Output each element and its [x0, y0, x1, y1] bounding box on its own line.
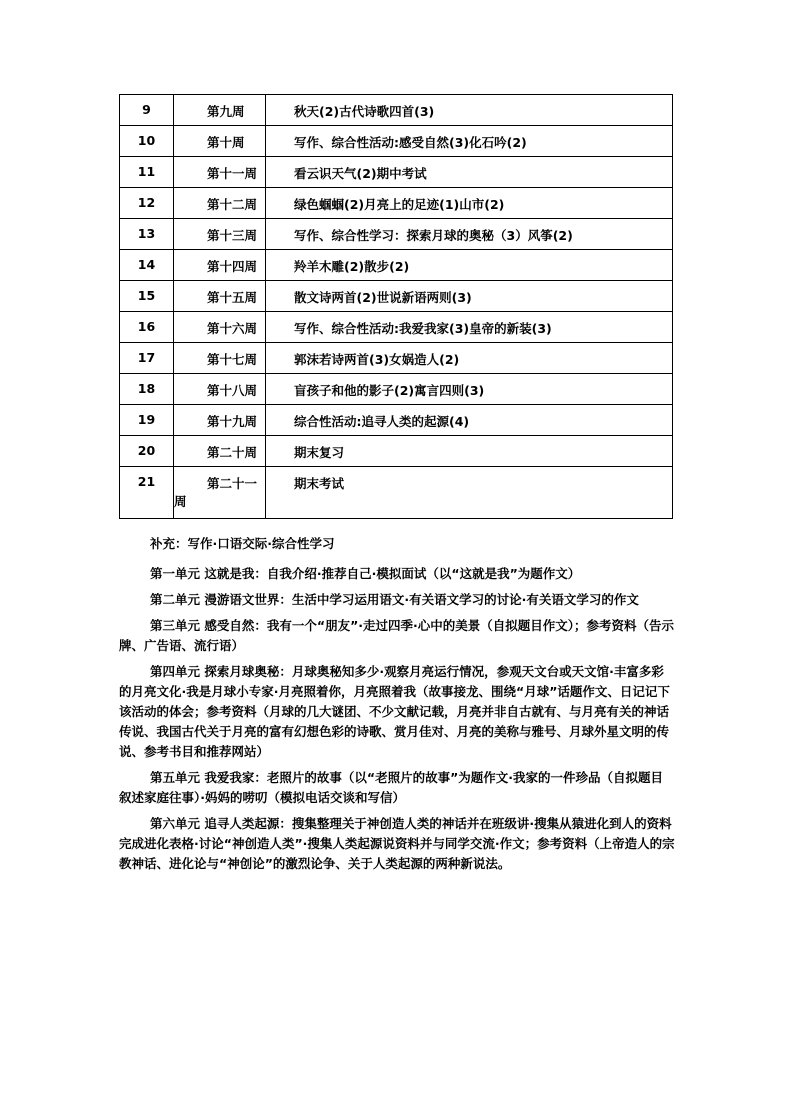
unit-paragraph: 第三单元 感受自然：我有一个“朋友”·走过四季·心中的美景（自拟题目作文）；参考资料（告示牌、广告语、流行语） — [119, 618, 675, 653]
lesson-content: 绿色蝈蝈(2)月亮上的足迹(1)山市(2) — [266, 188, 673, 219]
week-number: 14 — [120, 250, 174, 281]
unit-paragraph: 第二单元 漫游语文世界：生活中学习运用语文·有关语文学习的讨论·有关语文学习的作文 — [150, 592, 639, 607]
week-label: 第十六周 — [174, 312, 266, 343]
week-label: 第九周 — [174, 95, 266, 126]
week-label: 第十五周 — [174, 281, 266, 312]
week-number: 15 — [120, 281, 174, 312]
week-number: 19 — [120, 405, 174, 436]
table-row — [120, 126, 673, 157]
week-number: 21 — [120, 467, 174, 519]
week-label: 第十三周 — [174, 219, 266, 250]
week-number: 17 — [120, 343, 174, 374]
table-row — [120, 219, 673, 250]
lesson-content: 期末复习 — [266, 436, 673, 467]
lesson-content: 看云识天气(2)期中考试 — [266, 157, 673, 188]
week-label: 第十二周 — [174, 188, 266, 219]
table-row — [120, 343, 673, 374]
lesson-content: 综合性活动:追寻人类的起源(4) — [266, 405, 673, 436]
week-number: 11 — [120, 157, 174, 188]
lesson-content: 期末考试 — [266, 467, 673, 519]
table-row — [120, 250, 673, 281]
week-label: 第二十周 — [174, 436, 266, 467]
lesson-content: 秋天(2)古代诗歌四首(3) — [266, 95, 673, 126]
schedule-body — [120, 95, 673, 519]
week-number: 16 — [120, 312, 174, 343]
week-number: 13 — [120, 219, 174, 250]
lesson-content: 盲孩子和他的影子(2)寓言四则(3) — [266, 374, 673, 405]
lesson-content: 写作、综合性活动:我爱我家(3)皇帝的新装(3) — [266, 312, 673, 343]
lesson-content: 郭沫若诗两首(3)女娲造人(2) — [266, 343, 673, 374]
table-row — [120, 405, 673, 436]
unit-notes — [119, 534, 675, 880]
week-label: 第十四周 — [174, 250, 266, 281]
table-row — [120, 157, 673, 188]
unit-paragraph: 第一单元 这就是我：自我介绍·推荐自己·模拟面试（以“这就是我”为题作文） — [150, 566, 581, 581]
lesson-content: 写作、综合性活动:感受自然(3)化石吟(2) — [266, 126, 673, 157]
week-number: 12 — [120, 188, 174, 219]
week-label: 第十一周 — [174, 157, 266, 188]
unit-paragraph: 第四单元 探索月球奥秘：月球奥秘知多少·观察月亮运行情况，参观天文台或天文馆·丰富多彩的月亮文化·我是月球小专家·月亮照着你，月亮照着我（故事接龙、围绕“月球”话题作文、日记记下该活动的体会；参考资料（月球的几大谜团、不少文献记载，月亮并非自古就有、与月亮有关的神话传说、我国古代关于月亮的富有幻想色彩的诗歌、赏月佳对、月亮的美称与雅号、月球外星文明的传说、参考书目和推荐网站） — [119, 664, 670, 759]
week-label: 第十周 — [174, 126, 266, 157]
table-row — [120, 436, 673, 467]
week-label: 第十七周 — [174, 343, 266, 374]
schedule-table — [119, 94, 673, 519]
lesson-content: 羚羊木雕(2)散步(2) — [266, 250, 673, 281]
week-number: 10 — [120, 126, 174, 157]
table-row — [120, 188, 673, 219]
week-number: 9 — [120, 95, 174, 126]
table-row — [120, 281, 673, 312]
supplement-heading: 补充：写作·口语交际·综合性学习 — [150, 536, 335, 551]
table-row — [120, 95, 673, 126]
week-number: 18 — [120, 374, 174, 405]
week-label: 第十八周 — [174, 374, 266, 405]
lesson-content: 散文诗两首(2)世说新语两则(3) — [266, 281, 673, 312]
week-label: 第十九周 — [174, 405, 266, 436]
unit-paragraph: 第六单元 追寻人类起源：搜集整理关于神创造人类的神话并在班级讲·搜集从猿进化到人的资料完成进化表格·讨论“神创造人类”·搜集人类起源说资料并与同学交流·作文；参考资料（上帝造人的宗教神话、进化论与“神创论”的激烈论争、关于人类起源的两种新说法。 — [119, 816, 675, 871]
week-number: 20 — [120, 436, 174, 467]
unit-paragraph: 第五单元 我爱我家：老照片的故事（以“老照片的故事”为题作文·我家的一件珍品（自拟题目叙述家庭往事）·妈妈的唠叨（模拟电话交谈和写信） — [119, 770, 664, 805]
table-row — [120, 374, 673, 405]
week-label — [174, 467, 266, 519]
table-row — [120, 467, 673, 519]
week-label-line2: 周 — [174, 494, 187, 509]
lesson-content: 写作、综合性学习：探索月球的奥秘（3）风筝(2) — [266, 219, 673, 250]
week-label-line1: 第二十一 — [207, 476, 258, 491]
table-row — [120, 312, 673, 343]
